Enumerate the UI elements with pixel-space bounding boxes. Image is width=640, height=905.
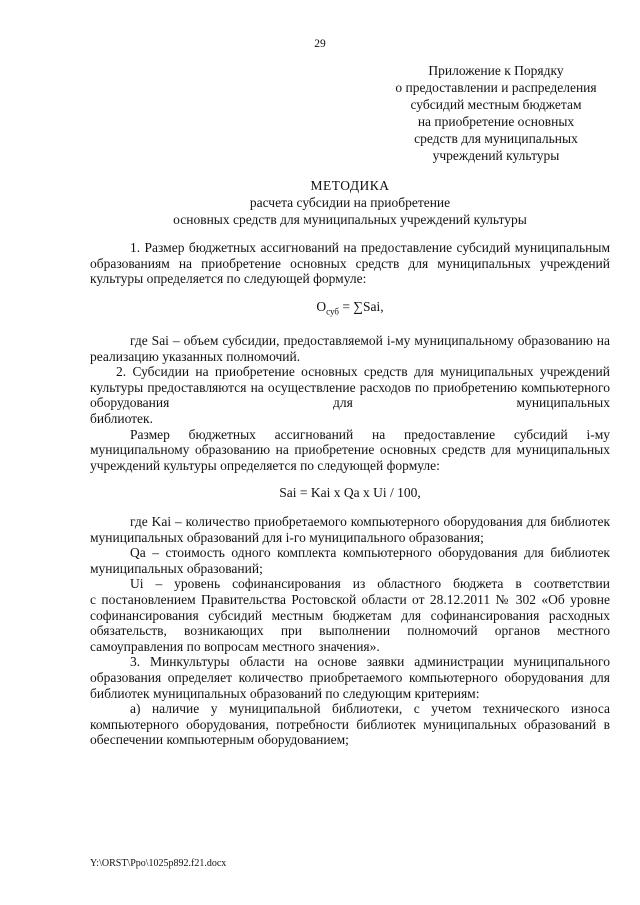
appendix-line: субсидий местным бюджетам	[410, 97, 582, 112]
paragraph-where-kai: где Kai – количество приобретаемого компьютерного оборудования для библиотек муниципальных образований для i-го муниципального образования;	[90, 514, 610, 545]
appendix-block	[358, 62, 634, 164]
paragraph-3: Размер бюджетных ассигнований на предоставление субсидий i-му муниципальному образованию на приобретение основных средств для муниципальных учреждений культуры определяется по следующей формуле:	[90, 426, 610, 473]
footer-file-path: Y:\ORST\Ppo\1025p892.f21.docx	[90, 858, 227, 869]
paragraph-ui: с постановлением Правительства Ростовской области от 28.12.2011 № 302 «Об уровне софинансирования субсидий местным бюджетам для софинансирования расходных обязательств, возникающих при выполнении полномочий органов местного самоуправления по вопросам местного значения».	[90, 591, 610, 654]
appendix-line: учреждений культуры	[432, 148, 560, 163]
appendix-line: Приложение к Порядку	[428, 63, 564, 78]
document-body	[90, 240, 610, 748]
paragraph-2: 2. Субсидии на приобретение основных средств для муниципальных учреждений культуры предоставляются на осуществление расходов по приобретению компьютерного оборудования для муниципальных	[90, 364, 610, 411]
appendix-line: о предоставлении и распределения	[395, 80, 597, 95]
appendix-line: средств для муниципальных	[414, 131, 578, 146]
formula-1-lhs: О	[316, 298, 327, 314]
appendix-line: на приобретение основных	[417, 114, 575, 129]
paragraph-4: 3. Минкультуры области на основе заявки администрации муниципального образования определяет количество приобретаемого компьютерного оборудования для библиотек муниципальных образований по следующим критериям:	[90, 654, 610, 701]
subtitle-line: основных средств для муниципальных учреждений культуры	[173, 212, 527, 227]
paragraph-2-end: библиотек.	[90, 411, 153, 427]
formula-1	[90, 299, 610, 320]
formula-1-rhs: = ∑Sai,	[338, 298, 384, 314]
paragraph-where-sai: где Sai – объем субсидии, предоставляемой i-му муниципальному образованию на реализацию указанных полномочий.	[90, 333, 610, 364]
paragraph-qa: Qa – стоимость одного комплекта компьютерного оборудования для библиотек муниципальных образований;	[90, 545, 610, 576]
paragraph-1: 1. Размер бюджетных ассигнований на предоставление субсидий муниципальным образованиям на приобретение основных средств для муниципальных учреждений культуры определяется по следующей формуле:	[90, 240, 610, 287]
formula-1-subscript: суб	[326, 306, 339, 317]
title-block	[90, 177, 610, 228]
page-number: 29	[314, 38, 326, 50]
subtitle-line: расчета субсидии на приобретение	[249, 195, 451, 210]
list-item-a: а) наличие у муниципальной библиотеки, с учетом технического износа компьютерного оборудования, потребности библиотек муниципальных образований в обеспечении компьютерным оборудованием;	[90, 701, 610, 748]
doc-title: МЕТОДИКА	[310, 178, 390, 193]
paragraph-ui-first: Ui – уровень софинансирования из областного бюджета в соответствии	[130, 576, 610, 592]
formula-2: Sai = Kai x Qa x Ui / 100,	[279, 485, 421, 501]
